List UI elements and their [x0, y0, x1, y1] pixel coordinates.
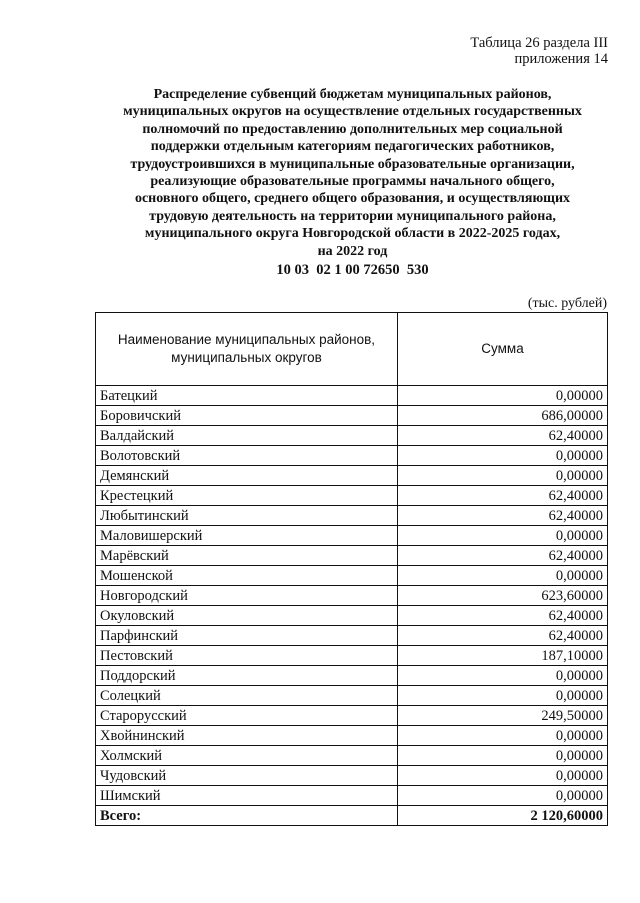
column-header-sum: Сумма — [398, 313, 608, 386]
district-sum: 0,00000 — [398, 746, 608, 766]
district-sum: 0,00000 — [398, 666, 608, 686]
title-line: Распределение субвенций бюджетам муниципальных районов, — [153, 87, 552, 102]
district-name: Валдайский — [96, 426, 398, 446]
district-sum: 62,40000 — [398, 486, 608, 506]
district-name: Маловишерский — [96, 526, 398, 546]
district-name: Парфинский — [96, 626, 398, 646]
district-sum: 0,00000 — [398, 686, 608, 706]
district-name: Любытинский — [96, 506, 398, 526]
district-name: Батецкий — [96, 386, 398, 406]
district-sum: 62,40000 — [398, 546, 608, 566]
units-label: (тыс. рублей) — [527, 296, 607, 311]
district-sum: 62,40000 — [398, 606, 608, 626]
district-name: Марёвский — [96, 546, 398, 566]
budget-code: 10 03 02 1 00 72650 530 — [276, 262, 429, 278]
district-name: Крестецкий — [96, 486, 398, 506]
table-row — [96, 486, 608, 506]
total-row — [96, 806, 608, 826]
title-line: муниципального округа Новгородской области в 2022-2025 годах, — [144, 226, 561, 242]
table-row — [96, 706, 608, 726]
total-sum: 2 120,60000 — [398, 806, 608, 826]
title-line: поддержки отдельным категориям педагогических работников, — [150, 139, 555, 155]
table-row — [96, 466, 608, 486]
table-row — [96, 646, 608, 666]
district-sum: 686,00000 — [398, 406, 608, 426]
table-reference — [368, 35, 608, 67]
title-line: полномочий по предоставлению дополнительных мер социальной — [142, 121, 563, 137]
table-row — [96, 666, 608, 686]
district-name: Мошенской — [96, 566, 398, 586]
title-line: трудоустроившихся в муниципальные образовательные организации, — [130, 156, 575, 172]
document-title — [95, 86, 610, 260]
table-row — [96, 586, 608, 606]
district-name: Боровичский — [96, 406, 398, 426]
table-row — [96, 766, 608, 786]
table-row — [96, 686, 608, 706]
table-row — [96, 626, 608, 646]
column-header-name: Наименование муниципальных районов, муниципальных округов — [96, 313, 398, 386]
table-row — [96, 606, 608, 626]
district-sum: 187,10000 — [398, 646, 608, 666]
district-sum: 62,40000 — [398, 426, 608, 446]
subvention-table — [95, 312, 608, 826]
district-name: Старорусский — [96, 706, 398, 726]
total-label: Всего: — [96, 806, 398, 826]
district-sum: 0,00000 — [398, 466, 608, 486]
table-row — [96, 506, 608, 526]
table-row — [96, 786, 608, 806]
district-sum: 0,00000 — [398, 566, 608, 586]
district-sum: 0,00000 — [398, 446, 608, 466]
table-row — [96, 426, 608, 446]
district-sum: 0,00000 — [398, 786, 608, 806]
title-line: муниципальных округов на осуществление отдельных государственных — [123, 104, 582, 120]
district-sum: 249,50000 — [398, 706, 608, 726]
district-name: Шимский — [96, 786, 398, 806]
table-body — [96, 386, 608, 806]
district-name: Пестовский — [96, 646, 398, 666]
district-name: Окуловский — [96, 606, 398, 626]
table-row — [96, 566, 608, 586]
district-sum: 62,40000 — [398, 626, 608, 646]
district-name: Холмский — [96, 746, 398, 766]
district-sum: 0,00000 — [398, 526, 608, 546]
table-row — [96, 726, 608, 746]
district-sum: 0,00000 — [398, 386, 608, 406]
district-name: Поддорский — [96, 666, 398, 686]
district-sum: 0,00000 — [398, 766, 608, 786]
table-ref-line-2: приложения 14 — [514, 51, 608, 67]
district-sum: 62,40000 — [398, 506, 608, 526]
district-name: Новгородский — [96, 586, 398, 606]
district-name: Чудовский — [96, 766, 398, 786]
district-sum: 623,60000 — [398, 586, 608, 606]
table-row — [96, 386, 608, 406]
table-row — [96, 526, 608, 546]
title-line: основного общего, среднего общего образования, и осуществляющих — [134, 191, 571, 207]
district-name: Демянский — [96, 466, 398, 486]
table-row — [96, 446, 608, 466]
district-name: Хвойнинский — [96, 726, 398, 746]
table-row — [96, 746, 608, 766]
district-name: Солецкий — [96, 686, 398, 706]
table-ref-line-1: Таблица 26 раздела III — [470, 35, 608, 51]
title-line: реализующие образовательные программы начального общего, — [150, 174, 555, 190]
district-name: Волотовский — [96, 446, 398, 466]
table-row — [96, 546, 608, 566]
district-sum: 0,00000 — [398, 726, 608, 746]
table-header-row — [96, 313, 608, 386]
title-line: трудовую деятельность на территории муниципального района, — [149, 208, 556, 224]
title-line: на 2022 год — [317, 243, 388, 259]
table-row — [96, 406, 608, 426]
